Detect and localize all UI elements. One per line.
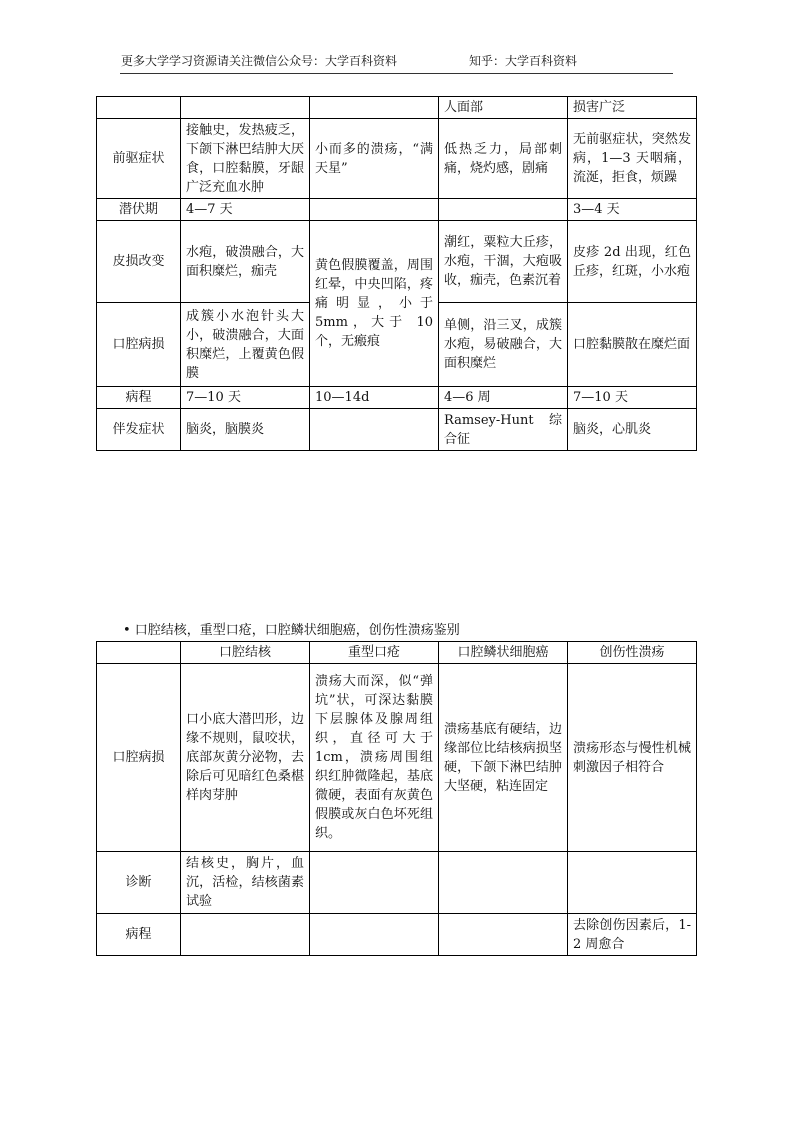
table-cell: 脑炎，脑膜炎 [181,409,310,451]
table-cell: 皮疹 2d 出现，红色丘疹，红斑，小水疱 [568,221,697,303]
table-cell: 脑炎，心肌炎 [568,409,697,451]
table-cell [310,199,439,221]
table-cell: 潮红，粟粒大丘疹，水疱，干涸，大疱吸收，痂壳，色素沉着 [439,221,568,303]
table-cell: 溃疡形态与慢性机械刺激因子相符合 [568,664,697,852]
header-cell: 创伤性溃疡 [568,642,697,664]
table-cell: 7—10 天 [568,387,697,409]
row-label: 潜伏期 [97,199,181,221]
row-label: 病程 [97,914,181,956]
header-divider [120,73,673,74]
table-cell [181,914,310,956]
table-cell: 4—6 周 [439,387,568,409]
table-cell: 无前驱症状，突然发病，1—3 天咽痛，流涎，拒食，烦躁 [568,119,697,199]
header-zhihu-note: 知乎：大学百科资料 [469,54,578,68]
table-row [97,409,697,451]
table-row [97,221,697,303]
table-cell: 水疱，破溃融合，大面积糜烂，痂壳 [181,221,310,303]
header-cell: 口腔鳞状细胞癌 [439,642,568,664]
table-cell: 3—4 天 [568,199,697,221]
row-label: 口腔病损 [97,664,181,852]
table-row [97,387,697,409]
table-cell [439,852,568,914]
table-cell: 4—7 天 [181,199,310,221]
table-header-row [97,642,697,664]
table-cell [439,914,568,956]
table-cell: 口小底大潜凹形，边缘不规则，鼠咬状，底部灰黄分泌物，去除后可见暗红色桑椹样肉芽肿 [181,664,310,852]
table-cell: 10—14d [310,387,439,409]
table-cell: Ramsey-Hunt 综合征 [439,409,568,451]
table-cell [310,914,439,956]
table-cell: 成簇小水泡针头大小，破溃融合，大面积糜烂，上覆黄色假膜 [181,303,310,387]
table-cell: 小而多的溃疡，“满天星” [310,119,439,199]
header-wechat-note: 更多大学学习资源请关注微信公众号：大学百科资料 [121,54,398,68]
row-label: 伴发症状 [97,409,181,451]
page-header [121,53,672,71]
table-row [97,852,697,914]
row-label: 病程 [97,387,181,409]
header-cell: 损害广泛 [568,97,697,119]
header-cell [97,97,181,119]
row-label: 口腔病损 [97,303,181,387]
table-cell: 结核史，胸片，血沉，活检，结核菌素试验 [181,852,310,914]
viral-infection-comparison-table [96,96,697,451]
table-cell: 黄色假膜覆盖，周围红晕，中央凹陷，疼痛明显，小于 5mm，大于 10 个，无瘢痕 [310,221,439,387]
row-label: 诊断 [97,852,181,914]
table-cell: 接触史，发热疲乏，下颌下淋巴结肿大厌食，口腔黏膜，牙龈广泛充血水肿 [181,119,310,199]
header-cell [181,97,310,119]
table-cell: 7—10 天 [181,387,310,409]
table-cell: 去除创伤因素后，1-2 周愈合 [568,914,697,956]
header-cell: 口腔结核 [181,642,310,664]
table-row [97,914,697,956]
section-caption: • 口腔结核，重型口疮，口腔鳞状细胞癌，创伤性溃疡鉴别 [123,623,460,638]
row-label: 前驱症状 [97,119,181,199]
table-row [97,119,697,199]
table-row [97,664,697,852]
row-label: 皮损改变 [97,221,181,303]
header-cell [97,642,181,664]
table-header-row [97,97,697,119]
oral-ulcer-differential-table [96,641,697,956]
table-cell: 低热乏力，局部刺痛，烧灼感，剧痛 [439,119,568,199]
table-cell: 溃疡大而深，似“弹坑”状，可深达黏膜下层腺体及腺周组织，直径可大于 1cm，溃疡周围组织红肿微隆起，基底微硬，表面有灰黄色假膜或灰白色坏死组织。 [310,664,439,852]
table-cell: 口腔黏膜散在糜烂面 [568,303,697,387]
header-cell [310,97,439,119]
table-row [97,199,697,221]
table-cell: 溃疡基底有硬结，边缘部位比结核病损坚硬，下颌下淋巴结肿大坚硬，粘连固定 [439,664,568,852]
table-cell [310,852,439,914]
table-cell: 单侧，沿三叉，成簇水疱，易破融合，大面积糜烂 [439,303,568,387]
table-cell [568,852,697,914]
table-cell [439,199,568,221]
header-cell: 人面部 [439,97,568,119]
header-cell: 重型口疮 [310,642,439,664]
table-cell [310,409,439,451]
